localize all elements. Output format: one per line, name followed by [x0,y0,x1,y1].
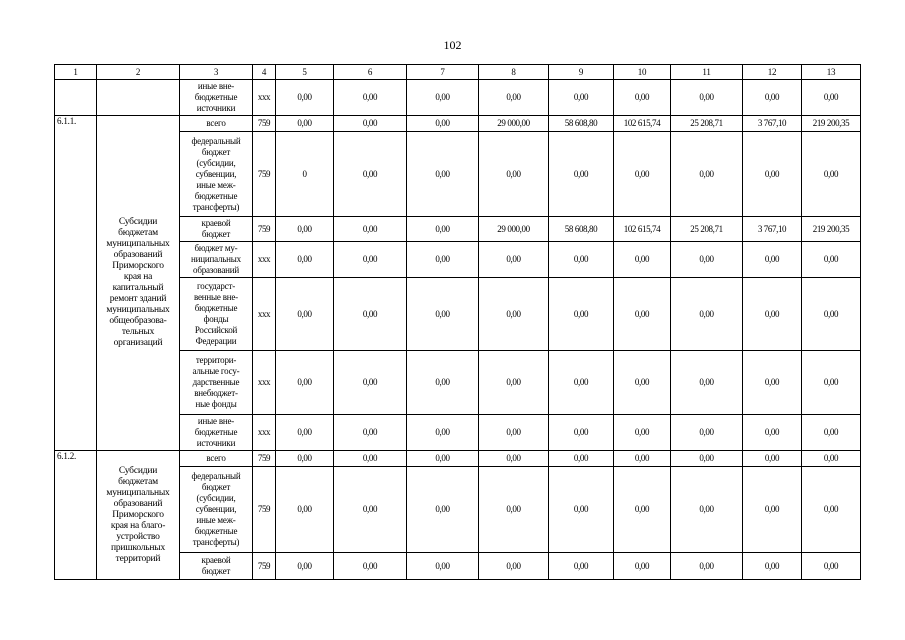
value-cell: 0,00 [671,278,743,351]
budget-code: 759 [253,116,276,132]
value-cell: 0,00 [334,116,407,132]
funding-source: государст- венные вне- бюджетные фонды Российской Федерации [180,278,253,351]
value-cell: 0,00 [407,116,479,132]
value-cell: 102 615,74 [614,217,671,242]
value-cell: 0,00 [407,80,479,116]
value-cell: 0,00 [407,415,479,451]
value-cell: 0,00 [802,242,861,278]
value-cell: 0,00 [549,415,614,451]
value-cell: 0,00 [802,415,861,451]
value-cell: 0,00 [276,553,334,580]
value-cell: 58 608,80 [549,116,614,132]
budget-code: ххх [253,415,276,451]
value-cell: 0,00 [549,553,614,580]
value-cell: 0,00 [334,467,407,553]
value-cell: 0,00 [276,451,334,467]
column-header: 11 [671,65,743,80]
value-cell: 219 200,35 [802,217,861,242]
funding-source: территори- альные госу- дарственные внебюджет- ные фонды [180,351,253,415]
value-cell: 0,00 [479,415,549,451]
value-cell: 0,00 [276,242,334,278]
value-cell: 0,00 [407,278,479,351]
budget-code: ххх [253,80,276,116]
value-cell: 0,00 [479,132,549,217]
value-cell: 0,00 [743,351,802,415]
value-cell: 0,00 [276,278,334,351]
value-cell: 0,00 [614,80,671,116]
value-cell: 58 608,80 [549,217,614,242]
value-cell: 0,00 [671,467,743,553]
section-code: 6.1.2. [55,451,97,580]
value-cell: 0,00 [334,553,407,580]
value-cell: 0,00 [549,467,614,553]
page-number: 102 [443,38,462,52]
value-cell: 0,00 [671,553,743,580]
section-code: 6.1.1. [55,116,97,451]
value-cell: 0,00 [614,467,671,553]
column-header: 2 [97,65,180,80]
funding-source: иные вне- бюджетные источники [180,80,253,116]
value-cell: 0,00 [743,553,802,580]
value-cell: 0,00 [276,415,334,451]
funding-source: краевой бюджет [180,217,253,242]
value-cell: 0,00 [334,278,407,351]
funding-source: федеральный бюджет (субсидии, субвенции, иные меж- бюджетные трансферты) [180,132,253,217]
section-description [97,80,180,116]
value-cell: 0,00 [276,351,334,415]
column-header: 5 [276,65,334,80]
value-cell: 0,00 [334,415,407,451]
value-cell: 0,00 [407,132,479,217]
value-cell: 0,00 [549,80,614,116]
section-code [55,80,97,116]
table-row [55,451,861,467]
value-cell: 0,00 [549,351,614,415]
column-header: 9 [549,65,614,80]
value-cell: 3 767,10 [743,217,802,242]
value-cell: 0,00 [479,553,549,580]
value-cell: 0,00 [671,415,743,451]
value-cell: 0,00 [334,132,407,217]
value-cell: 0,00 [614,451,671,467]
table-row [55,116,861,132]
value-cell: 0,00 [334,80,407,116]
value-cell: 0,00 [334,451,407,467]
value-cell: 0,00 [276,80,334,116]
value-cell: 0,00 [407,553,479,580]
value-cell: 0,00 [802,351,861,415]
value-cell: 0,00 [743,80,802,116]
value-cell: 0,00 [614,278,671,351]
value-cell: 0,00 [671,451,743,467]
value-cell: 0,00 [407,451,479,467]
value-cell: 0,00 [614,351,671,415]
value-cell: 0,00 [743,242,802,278]
value-cell: 0,00 [802,451,861,467]
value-cell: 0,00 [479,467,549,553]
budget-code: 759 [253,217,276,242]
value-cell: 25 208,71 [671,116,743,132]
value-cell: 0,00 [549,242,614,278]
value-cell: 0,00 [479,242,549,278]
budget-code: 759 [253,132,276,217]
value-cell: 25 208,71 [671,217,743,242]
funding-source: федеральный бюджет (субсидии, субвенции, иные меж- бюджетные трансферты) [180,467,253,553]
value-cell: 0,00 [802,278,861,351]
value-cell: 0,00 [334,217,407,242]
value-cell: 0,00 [802,80,861,116]
value-cell: 219 200,35 [802,116,861,132]
value-cell: 0,00 [479,351,549,415]
value-cell: 0,00 [549,278,614,351]
section-description: Субсидии бюджетам муниципальных образований Приморского края на благо- устройство пришкольных территорий [97,451,180,580]
budget-code: ххх [253,278,276,351]
value-cell: 0,00 [802,132,861,217]
value-cell: 0,00 [479,278,549,351]
value-cell: 3 767,10 [743,116,802,132]
value-cell: 0,00 [671,80,743,116]
value-cell: 0,00 [743,467,802,553]
column-header: 10 [614,65,671,80]
column-header: 4 [253,65,276,80]
funding-source: всего [180,116,253,132]
budget-code: 759 [253,451,276,467]
value-cell: 0,00 [671,132,743,217]
value-cell: 0,00 [614,415,671,451]
value-cell: 0 [276,132,334,217]
column-header: 6 [334,65,407,80]
value-cell: 0,00 [743,132,802,217]
value-cell: 0,00 [407,242,479,278]
value-cell: 29 000,00 [479,116,549,132]
funding-source: бюджет му- ниципальных образований [180,242,253,278]
table-body [55,65,861,580]
value-cell: 0,00 [407,217,479,242]
budget-code: ххх [253,242,276,278]
value-cell: 0,00 [802,467,861,553]
value-cell: 0,00 [743,451,802,467]
column-header: 12 [743,65,802,80]
column-header: 3 [180,65,253,80]
value-cell: 0,00 [334,351,407,415]
value-cell: 0,00 [479,451,549,467]
column-header: 1 [55,65,97,80]
value-cell: 0,00 [671,351,743,415]
value-cell: 0,00 [743,415,802,451]
value-cell: 0,00 [802,553,861,580]
value-cell: 0,00 [671,242,743,278]
column-header: 8 [479,65,549,80]
value-cell: 0,00 [276,116,334,132]
table-row [55,80,861,116]
budget-table [54,64,861,580]
value-cell: 0,00 [276,467,334,553]
value-cell: 0,00 [407,351,479,415]
value-cell: 0,00 [743,278,802,351]
value-cell: 0,00 [549,451,614,467]
budget-code: 759 [253,467,276,553]
column-header: 13 [802,65,861,80]
value-cell: 0,00 [407,467,479,553]
value-cell: 0,00 [549,132,614,217]
value-cell: 29 000,00 [479,217,549,242]
funding-source: иные вне- бюджетные источники [180,415,253,451]
value-cell: 0,00 [479,80,549,116]
value-cell: 102 615,74 [614,116,671,132]
table-header-row [55,65,861,80]
value-cell: 0,00 [614,132,671,217]
budget-code: ххх [253,351,276,415]
column-header: 7 [407,65,479,80]
funding-source: всего [180,451,253,467]
value-cell: 0,00 [276,217,334,242]
value-cell: 0,00 [614,242,671,278]
budget-code: 759 [253,553,276,580]
value-cell: 0,00 [614,553,671,580]
value-cell: 0,00 [334,242,407,278]
funding-source: краевой бюджет [180,553,253,580]
section-description: Субсидии бюджетам муниципальных образований Приморского края на капитальный ремонт зданий муниципальных общеобразова- тельных организаций [97,116,180,451]
